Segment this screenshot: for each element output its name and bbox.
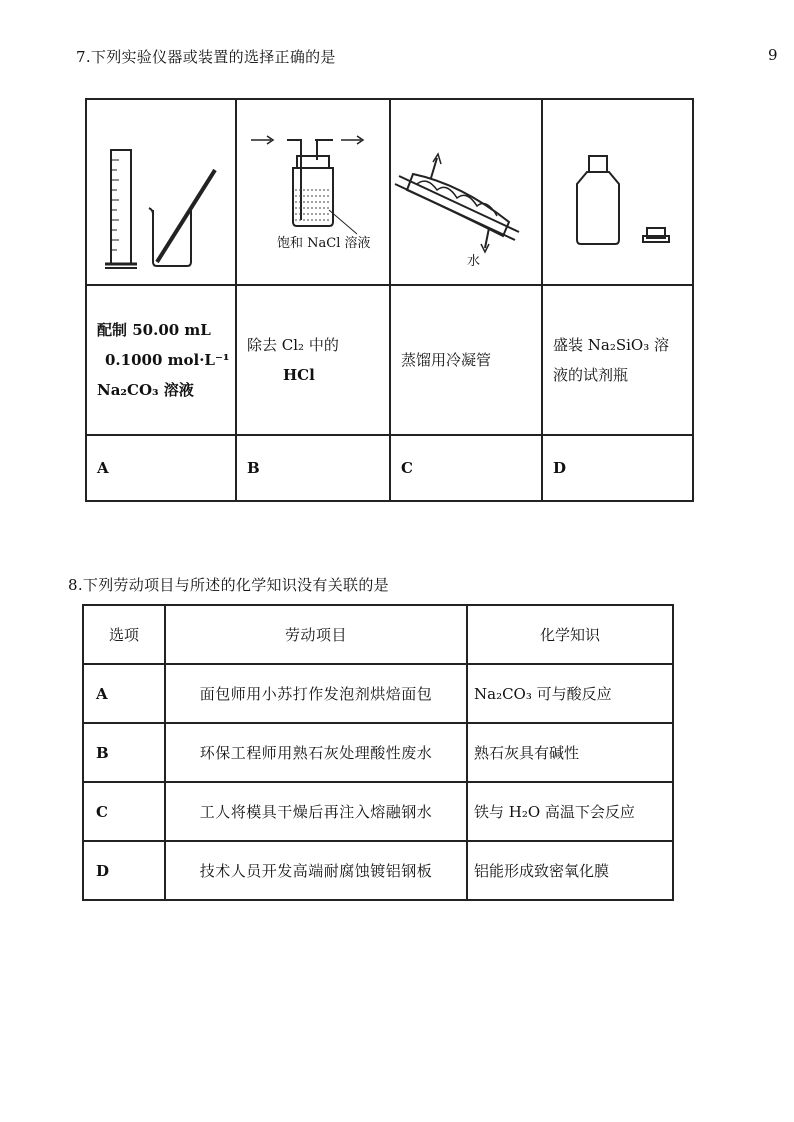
row-c-option: C: [83, 782, 165, 841]
desc-a-line-1: 配制 50.00 mL: [97, 321, 211, 339]
option-b: B: [236, 435, 390, 501]
image-cell-d: [542, 99, 693, 285]
table-row: [83, 782, 673, 841]
desc-b-line-1: 除去 Cl₂ 中的: [247, 336, 339, 354]
image-cell-a: [86, 99, 236, 285]
table-row: [83, 841, 673, 900]
desc-d-line-2: 液的试剂瓶: [553, 366, 629, 384]
image-row: [86, 99, 693, 285]
letter-row: [86, 435, 693, 501]
row-b-knowledge: 熟石灰具有碱性: [467, 723, 673, 782]
table-header-row: [83, 605, 673, 664]
desc-a-line-2: 0.1000 mol·L⁻¹: [105, 351, 230, 369]
row-a-knowledge: Na₂CO₃ 可与酸反应: [467, 664, 673, 723]
row-d-option: D: [83, 841, 165, 900]
option-d: D: [542, 435, 693, 501]
image-cell-c: [390, 99, 542, 285]
label-saturated-nacl: 饱和 NaCl 溶液: [277, 236, 371, 251]
question-8-title: 8.下列劳动项目与所述的化学知识没有关联的是: [68, 576, 389, 594]
description-row: [86, 285, 693, 435]
desc-b-line-2: HCl: [283, 366, 315, 384]
question-8-table: [82, 604, 674, 901]
option-a: A: [86, 435, 236, 501]
question-7-table: [85, 98, 694, 502]
row-b-labor: 环保工程师用熟石灰处理酸性废水: [165, 723, 467, 782]
table-row: [83, 664, 673, 723]
page-corner-mark: 9: [768, 46, 778, 64]
image-cell-b: [236, 99, 390, 285]
desc-b: [236, 285, 390, 435]
table-row: [83, 723, 673, 782]
option-c: C: [390, 435, 542, 501]
desc-a-line-3: Na₂CO₃ 溶液: [97, 381, 194, 399]
header-option: 选项: [83, 605, 165, 664]
desc-c: [390, 285, 542, 435]
desc-a: [86, 285, 236, 435]
label-water: 水: [467, 254, 481, 269]
row-c-knowledge: 铁与 H₂O 高温下会反应: [467, 782, 673, 841]
row-d-labor: 技术人员开发高端耐腐蚀镀铝钢板: [165, 841, 467, 900]
header-knowledge: 化学知识: [467, 605, 673, 664]
header-labor: 劳动项目: [165, 605, 467, 664]
row-c-labor: 工人将模具干燥后再注入熔融钢水: [165, 782, 467, 841]
reagent-bottle-icon: [543, 100, 694, 284]
question-7-title: 7.下列实验仪器或装置的选择正确的是: [76, 48, 336, 66]
gas-washing-bottle-icon: [237, 100, 391, 284]
desc-d: [542, 285, 693, 435]
desc-c-line-1: 蒸馏用冷凝管: [401, 351, 492, 369]
desc-d-line-1: 盛装 Na₂SiO₃ 溶: [553, 336, 670, 354]
graduated-cylinder-beaker-icon: [87, 100, 237, 284]
row-b-option: B: [83, 723, 165, 782]
row-d-knowledge: 铝能形成致密氧化膜: [467, 841, 673, 900]
row-a-labor: 面包师用小苏打作发泡剂烘焙面包: [165, 664, 467, 723]
row-a-option: A: [83, 664, 165, 723]
